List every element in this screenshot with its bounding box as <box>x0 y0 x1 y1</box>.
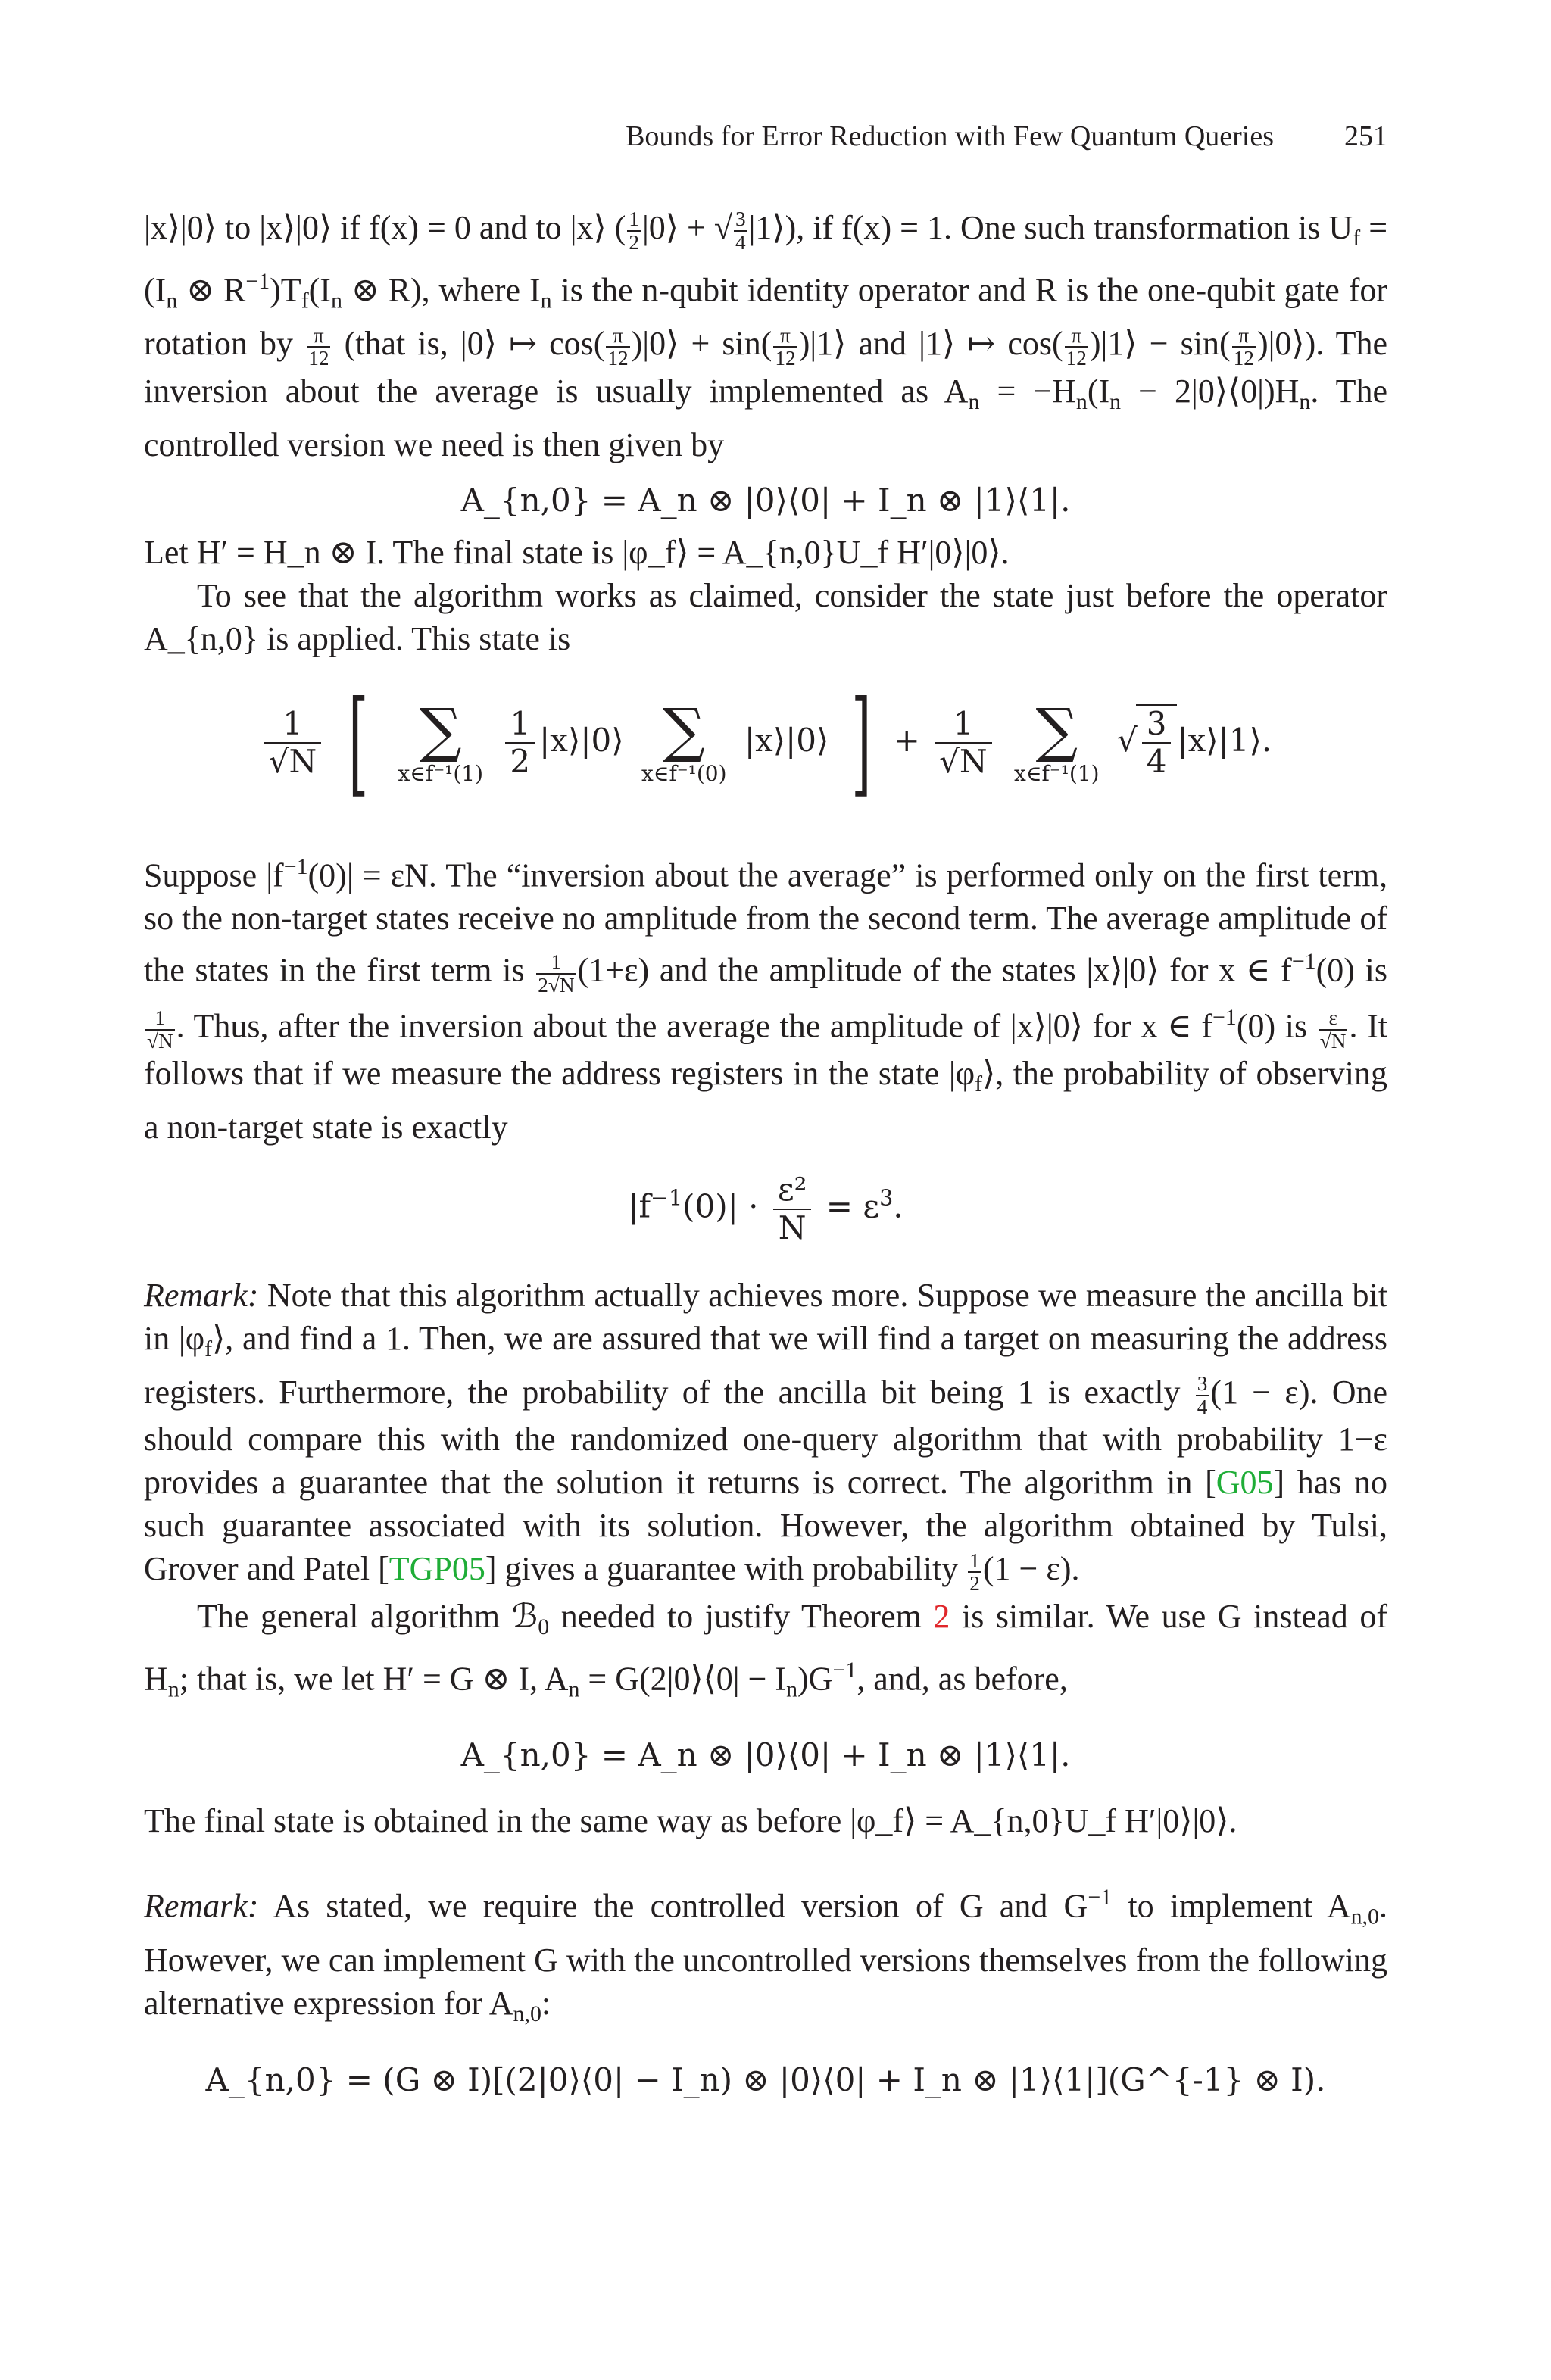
remark-ancilla: Remark: Note that this algorithm actually achieves more. Suppose we measure the ancilla bit in $|\varphi_f⟩$, and find a 1. Then, we are assured that we will find a target on measuring the address registers. Furthermore, the probability of the ancilla bit being 1 is exactly $\frac{3}{4}$ (1 − ε). One should compare this with the randomized one-query algorithm that with probability 1−ε provides a guarantee that the solution it returns is correct. The algorithm in [G05] has no such guarantee associated with its solution. However, the algorithm obtained by Tulsi, Grover and Patel [TGP05] gives a guarantee with probability $\frac{1}{2}$ (1 − ε). <box>144 1276 1387 1596</box>
sum-over-f1: ∑ x∈f⁻¹(1) <box>398 696 484 786</box>
fraction-three-quarters: $\frac{3}{4}$ <box>735 207 746 254</box>
equation-controlled-inversion: A_{n,0} = A_n ⊗ |0⟩⟨0| + I_n ⊗ |1⟩⟨1|. <box>460 481 1071 519</box>
right-bracket: ] <box>850 676 872 809</box>
spacer <box>144 1842 1387 1876</box>
page-body <box>144 206 1387 2101</box>
fraction-pi-over-12: $\frac{\pi}{12}$ <box>308 323 329 370</box>
fraction-one-half: $\frac{1}{2}$ <box>969 1549 980 1596</box>
equation-controlled-inversion-general: A_{n,0} = A_n ⊗ |0⟩⟨0| + I_n ⊗ |1⟩⟨1|. <box>460 1736 1071 1774</box>
running-header <box>144 114 1387 159</box>
fraction-one-half: $\frac{1}{2}$ <box>505 706 535 781</box>
fraction-one-half: $\frac{1}{2}$ <box>629 207 639 254</box>
sum-over-f1-second: ∑ x∈f⁻¹(1) <box>1014 696 1100 786</box>
fraction-pi-over-12: $\frac{\pi}{12}$ <box>775 323 796 370</box>
paragraph-state-before: To see that the algorithm works as claimed, consider the state just before the operator A_{n,0} is applied. This state is <box>144 576 1387 657</box>
page-number: 251 <box>1344 120 1387 152</box>
theorem-reference[interactable]: 2 <box>933 1597 950 1635</box>
fraction-three-quarters: $\frac{3}{4}$ <box>1197 1372 1208 1418</box>
fraction-one-over-sqrt-n: $\frac{1}{√N}$ <box>264 706 322 781</box>
fraction-one-over-sqrtN: $\frac{1}{√N}$ <box>147 1006 173 1053</box>
citation-tgp05[interactable]: TGP05 <box>389 1550 485 1588</box>
fraction-one-over-sqrt-n: $\frac{1}{√N}$ <box>935 706 992 781</box>
fraction-pi-over-12: $\frac{\pi}{12}$ <box>1066 323 1087 370</box>
fraction-three-quarters: $\frac{3}{4}$ <box>1142 706 1172 781</box>
fraction-pi-over-12: $\frac{\pi}{12}$ <box>607 323 629 370</box>
paragraph-analysis: Suppose $|f^{-1}(0)| = \varepsilon N$. The “inversion about the average” is performed only on the first term, so the non-target states receive no amplitude from the second term. The average amplitude of the states in the first term is $\frac{1}{2√N}$ (1+ε) and the amplitude of the states |x⟩|0⟩ for x ∈ $f^{-1}(0)$ is $\frac{1}{√N}$ . Thus, after the inversion about the average the amplitude of |x⟩|0⟩ for x ∈ $f^{-1}(0)$ is $\frac{\varepsilon}{√N}$ . It follows that if we measure the address registers in the state $|\varphi_f⟩$, the probability of observing a non-target state is exactly <box>144 853 1387 1146</box>
paragraph-final-state-general: The final state is obtained in the same way as before |φ_f⟩ = A_{n,0}U_f H′|0⟩|0⟩. <box>144 1802 1237 1840</box>
fraction-one-over-2sqrtN: $\frac{1}{2√N}$ <box>538 950 575 997</box>
running-title: Bounds for Error Reduction with Few Quantum Queries <box>626 120 1274 152</box>
remark-label: Remark: <box>144 1887 259 1925</box>
citation-g05[interactable]: G05 <box>1216 1464 1274 1502</box>
fraction-eps2-over-n: $\frac{\text{ε²}}{N}$ <box>773 1171 812 1246</box>
remark-label: Remark: <box>144 1276 259 1314</box>
paragraph-final-state: Let H′ = H_n ⊗ I. The final state is |φ_f⟩ = A_{n,0}U_f H′|0⟩|0⟩. <box>144 533 1010 571</box>
left-bracket: [ <box>348 676 369 809</box>
fraction-eps-over-sqrtN: $\frac{\varepsilon}{√N}$ <box>1319 1006 1347 1053</box>
sum-over-f0: ∑ x∈f⁻¹(0) <box>641 696 727 786</box>
fraction-pi-over-12: $\frac{\pi}{12}$ <box>1233 323 1254 370</box>
paragraph-transformation: |x⟩|0⟩ to |x⟩|0⟩ if f(x) = 0 and to |x⟩ ( $\frac{1}{2}$ |0⟩ + √ $\frac{3}{4}$ |1⟩), if f(x) = 1. One such transformation is $U_f = (I_n$ ⊗ $R^{-1})T_f(I_n$ ⊗ R), where $I_n$ is the n-qubit identity operator and R is the one-qubit gate for rotation by $\frac{\pi}{12}$ (that is, |0⟩ ↦ cos( $\frac{\pi}{12}$ )|0⟩ + sin( $\frac{\pi}{12}$ )|1⟩ and |1⟩ ↦ cos( $\frac{\pi}{12}$ )|1⟩ − sin( $\frac{\pi}{12}$ )|0⟩). The inversion about the average is usually implemented as $A_n = -H_n(I_n$ − $2|0⟩⟨0|)H_n$. The controlled version we need is then given by <box>144 207 1388 463</box>
paragraph-general-algorithm: The general algorithm ℬ$_0$ needed to justify Theorem 2 is similar. We use G instead of $H_n$; that is, we let H′ = G ⊗ I, $A_n$ = G(2|0⟩⟨0| − $I_n)G^{-1}$, and, as before, <box>144 1597 1388 1702</box>
equation-alternative-expression: A_{n,0} = (G ⊗ I)[(2|0⟩⟨0| − I_n) ⊗ |0⟩⟨0| + I_n ⊗ |1⟩⟨1|](G^{-1} ⊗ I). <box>205 2060 1326 2098</box>
remark-uncontrolled: Remark: As stated, we require the controlled version of G and $G^{-1}$ to implement $A_{n,0}$. However, we can implement G with the uncontrolled versions themselves from the following alternative expression for $A_{n,0}$: <box>144 1885 1387 2026</box>
equation-error-probability: $|f^{-1}(0)|$ · $\frac{\text{ε²}}{N}$ = $\varepsilon^3$. <box>628 1171 903 1246</box>
equation-intermediate-state: $\frac{1}{√N}$ [ ∑ x∈f⁻¹(1) $\frac{1}{2}$ |x⟩|0⟩ ∑ x∈f⁻¹(0) |x⟩|0⟩ ] + $\frac{1}{√N}$ ∑ x∈f⁻¹(1) √ $\frac{3}{4}$ |x⟩|1⟩. <box>144 686 1387 815</box>
